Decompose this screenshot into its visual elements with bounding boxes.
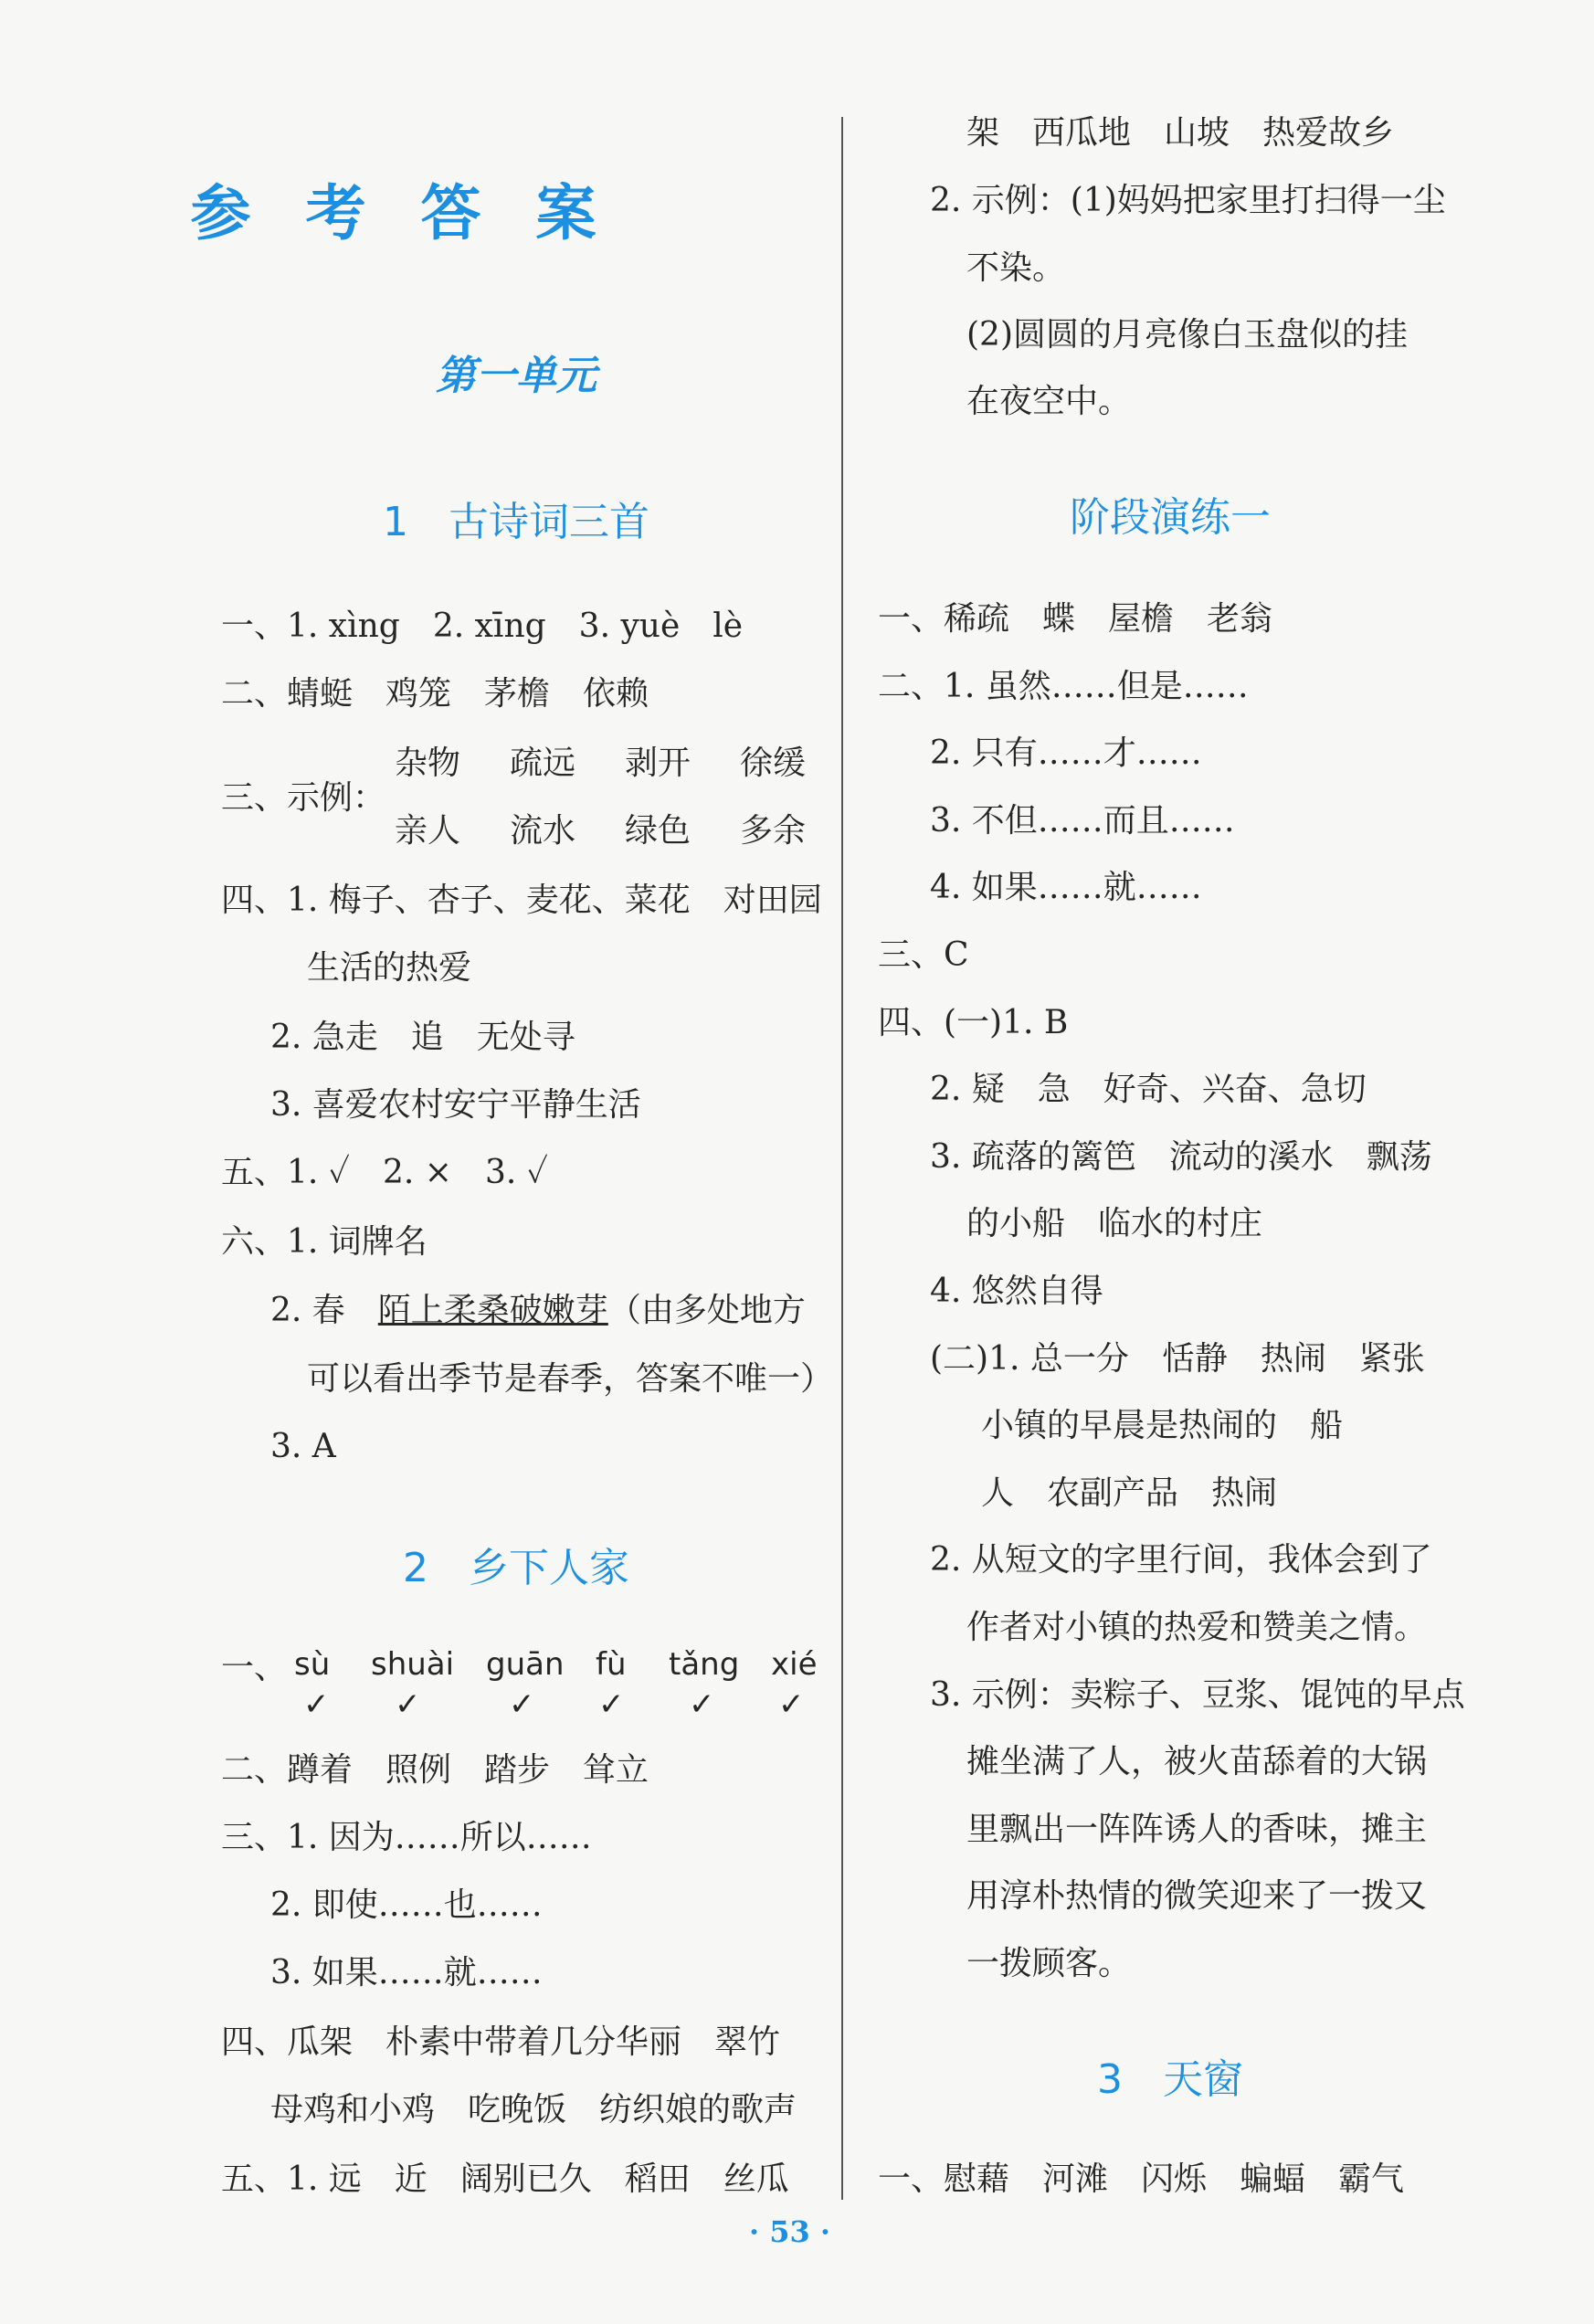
answer-text: （由多处地方: [607, 1292, 806, 1329]
answer-line: 五、1. 远 近 阔别已久 稻田 丝瓜: [221, 2160, 789, 2198]
word-pair: 剥开: [625, 745, 691, 782]
answer-line: (二)1. 总一分 恬静 热闹 紧张: [930, 1339, 1425, 1378]
answer-line: 一、1. xìng 2. xīng 3. yuè lè: [221, 607, 744, 645]
answer-line: 作者对小镇的热爱和赞美之情。: [966, 1609, 1428, 1646]
answer-line: 四、(一)1. B: [878, 1003, 1069, 1041]
answer-line: 3. 如果……就……: [270, 1954, 543, 1991]
answer-line: 3. 不但……而且……: [930, 801, 1235, 840]
answer-line: 生活的热爱: [307, 949, 472, 987]
underlined-text: 陌上柔桑破嫩芽: [377, 1292, 608, 1329]
answer-line: 3. 示例：卖粽子、豆浆、馄饨的早点: [930, 1675, 1465, 1714]
tick-icon: ✓: [303, 1686, 330, 1723]
word-pair: 徐缓: [740, 745, 807, 782]
answer-line: 的小船 临水的村庄: [966, 1205, 1263, 1243]
answer-line: 4. 悠然自得: [930, 1273, 1103, 1310]
answer-line: 2. 从短文的字里行间，我体会到了: [930, 1541, 1432, 1579]
answer-line: 三、示例：: [221, 779, 386, 817]
answer-line: 用淳朴热情的微笑迎来了一拨又: [966, 1877, 1428, 1916]
word-pair: 流水: [510, 812, 576, 850]
answer-line: 可以看出季节是春季，答案不唯一）: [307, 1360, 834, 1398]
page-title: 参考答案: [190, 178, 651, 248]
tick-icon: ✓: [598, 1686, 625, 1723]
answer-line: 2. 示例：(1)妈妈把家里打扫得一尘: [930, 182, 1446, 219]
pinyin: xié: [771, 1646, 818, 1683]
tick-icon: ✓: [509, 1686, 535, 1723]
answer-line: 二、1. 虽然……但是……: [878, 667, 1249, 705]
answer-line: 人 农副产品 热闹: [981, 1474, 1278, 1512]
answer-line: 二、蜻蜓 鸡笼 茅檐 依赖: [221, 675, 649, 713]
word-pair: 疏远: [510, 745, 576, 782]
answer-line: 2. 急走 追 无处寻: [270, 1019, 575, 1056]
word-pair: 多余: [740, 812, 807, 850]
column-divider: [841, 117, 843, 2200]
answer-text: 2. 春: [270, 1292, 378, 1329]
answer-line: 不染。: [966, 249, 1066, 287]
answer-line: 里飘出一阵阵诱人的香味，摊主: [966, 1810, 1428, 1848]
word-pair: 杂物: [395, 745, 461, 782]
word-pair: 亲人: [395, 812, 461, 850]
answer-line: 4. 如果……就……: [930, 869, 1202, 907]
answer-line: 一、稀疏 蝶 屋檐 老翁: [878, 600, 1273, 638]
stage-heading: 阶段演练一: [1070, 494, 1271, 541]
answer-line: [270, 1289, 806, 1333]
unit-heading: 第一单元: [436, 353, 596, 399]
answer-line: 五、1. ✓ 2. × 3. ✓: [221, 1154, 548, 1191]
lesson-3-heading: 3 天窗: [1097, 2056, 1243, 2103]
answer-line: 一、: [221, 1649, 288, 1686]
answer-line: 一、慰藉 河滩 闪烁 蝙蝠 霸气: [878, 2160, 1405, 2198]
answer-line: 2. 疑 急 好奇、兴奋、急切: [930, 1071, 1367, 1109]
answer-line: 在夜空中。: [966, 383, 1132, 420]
answer-line: 2. 即使……也……: [270, 1886, 543, 1924]
answer-line: 六、1. 词牌名: [221, 1223, 428, 1261]
page-number: · 53 ·: [748, 2214, 831, 2249]
pinyin: sù: [294, 1646, 331, 1683]
tick-icon: ✓: [689, 1686, 715, 1723]
answer-line: 四、1. 梅子、杏子、麦花、菜花 对田园: [221, 882, 822, 919]
pinyin: fù: [596, 1646, 627, 1683]
answer-line: 一拨顾客。: [966, 1945, 1132, 1982]
pinyin: guān: [486, 1646, 565, 1683]
answer-line: 3. 喜爱农村安宁平静生活: [270, 1086, 641, 1124]
pinyin: shuài: [371, 1646, 455, 1683]
answer-line: 二、蹲着 照例 踏步 耸立: [221, 1751, 649, 1789]
lesson-2-heading: 2 乡下人家: [403, 1545, 629, 1591]
tick-icon: ✓: [778, 1686, 805, 1723]
answer-line: 2. 只有……才……: [930, 734, 1202, 773]
answer-line: 摊坐满了人，被火苗舔着的大锅: [966, 1743, 1428, 1781]
pinyin: tǎng: [669, 1646, 740, 1683]
answer-line: 三、1. 因为……所以……: [221, 1819, 592, 1856]
answer-line: 四、瓜架 朴素中带着几分华丽 翠竹: [221, 2023, 781, 2061]
tick-icon: ✓: [395, 1686, 421, 1723]
word-pair: 绿色: [625, 812, 691, 850]
answer-line: 母鸡和小鸡 吃晚饭 纺织娘的歌声: [270, 2091, 797, 2129]
answer-line: 小镇的早晨是热闹的 船: [981, 1407, 1344, 1445]
answer-line: (2)圆圆的月亮像白玉盘似的挂: [966, 316, 1408, 354]
answer-line: 架 西瓜地 山坡 热爱故乡: [966, 114, 1395, 152]
answer-line: 三、C: [878, 936, 969, 974]
answer-line: 3. 疏落的篱笆 流动的溪水 飘荡: [930, 1137, 1432, 1176]
answer-line: 3. A: [270, 1428, 336, 1465]
lesson-1-heading: 1 古诗词三首: [383, 499, 649, 545]
